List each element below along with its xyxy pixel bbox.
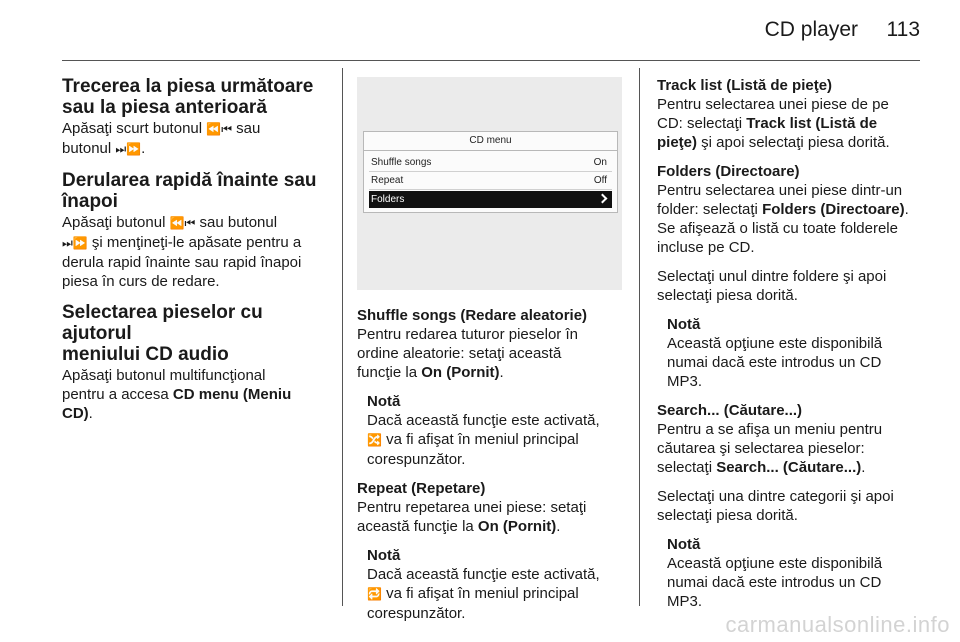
folders-text-2: Selectaţi unul dintre foldere şi apoi selectaţi piesa dorită. (657, 268, 887, 304)
page-number: 113 (886, 18, 920, 41)
track-list-text: Pentru selectarea unei piese de pe CD: selectaţi Track list (Listă de pieţe) şi apoi selectaţi piesa dorită. (657, 96, 890, 151)
note-folders: Notă Această opţiune este disponibilă numai dacă este introdus un CD MP3. (667, 316, 883, 390)
header-divider (62, 60, 920, 61)
section-text-cd-menu: Apăsaţi butonul multifuncţional pentru a accesa CD menu (Meniu CD). (62, 367, 292, 422)
next-forward-icon: ⏭⏩ (62, 236, 88, 250)
shuffle-icon: 🔀 (367, 433, 382, 447)
page-header (0, 0, 960, 62)
menu-item-repeat: Repeat Off (369, 172, 612, 190)
cd-menu-panel (363, 131, 618, 213)
rewind-prev-icon: ⏪⏮ (206, 122, 233, 136)
note-search: Notă Această opţiune este disponibilă numai dacă este introdus un CD MP3. (667, 536, 883, 610)
column-divider-2 (639, 68, 640, 606)
search-text-2: Selectaţi una dintre categorii şi apoi selectaţi piesa dorită. (657, 488, 894, 524)
repeat-title: Repeat (Repetare) (357, 480, 486, 497)
shuffle-text: Pentru redarea tuturor pieselor în ordine aleatorie: setaţi această funcţie la On (Pornit). (357, 326, 578, 381)
watermark: carmanualsonline.info (725, 612, 950, 637)
note-shuffle: Notă Dacă această funcţie este activată, 🔀 va fi afişat în meniul principal corespunzător. (367, 393, 600, 468)
column-middle (357, 306, 629, 623)
menu-item-folders: Folders (369, 191, 612, 208)
repeat-icon: 🔁 (367, 587, 382, 601)
cd-menu-screenshot (357, 77, 622, 290)
section-title-fast-seek: Derularea rapidă înainte sau înapoi (62, 170, 317, 212)
search-text: Pentru a se afişa un meniu pentru căutarea şi selectarea pieselor: selectaţi Search... (Căutare...). (657, 421, 883, 476)
chevron-right-icon (598, 194, 608, 204)
column-left (62, 76, 334, 423)
search-title: Search... (Căutare...) (657, 402, 803, 419)
page-title: CD player (764, 18, 858, 41)
section-title-cd-menu: Selectarea pieselor cu ajutorul meniului CD audio (62, 302, 263, 365)
menu-item-shuffle: Shuffle songs On (369, 154, 612, 172)
repeat-text: Pentru repetarea unei piese: setaţi această funcţie la On (Pornit). (357, 499, 587, 535)
folders-title: Folders (Directoare) (657, 163, 800, 180)
column-right (657, 76, 922, 611)
cd-menu-title: CD menu (364, 132, 617, 151)
folders-text: Pentru selectarea unei piese dintr-un folder: selectaţi Folders (Directoare). Se afişează o listă cu toate folderele incluse pe CD. (657, 182, 909, 256)
section-title-next-prev: Trecerea la piesa următoare sau la piesa anterioară (62, 76, 314, 118)
next-forward-icon: ⏭⏩ (115, 142, 142, 156)
note-repeat: Notă Dacă această funcţie este activată, 🔁 va fi afişat în meniul principal corespunzător. (367, 547, 600, 622)
section-text-fast-seek: Apăsaţi butonul ⏪⏮ sau butonul ⏭⏩ şi menţineţi-le apăsate pentru a derula rapid înainte sau rapid înapoi piesa în curs de redare. (62, 214, 302, 290)
section-text-next-prev: Apăsaţi scurt butonul ⏪⏮ sau butonul ⏭⏩. (62, 120, 261, 157)
shuffle-title: Shuffle songs (Redare aleatorie) (357, 307, 588, 324)
column-divider-1 (342, 68, 343, 606)
track-list-title: Track list (Listă de pieţe) (657, 77, 833, 94)
rewind-prev-icon: ⏪⏮ (169, 216, 196, 230)
